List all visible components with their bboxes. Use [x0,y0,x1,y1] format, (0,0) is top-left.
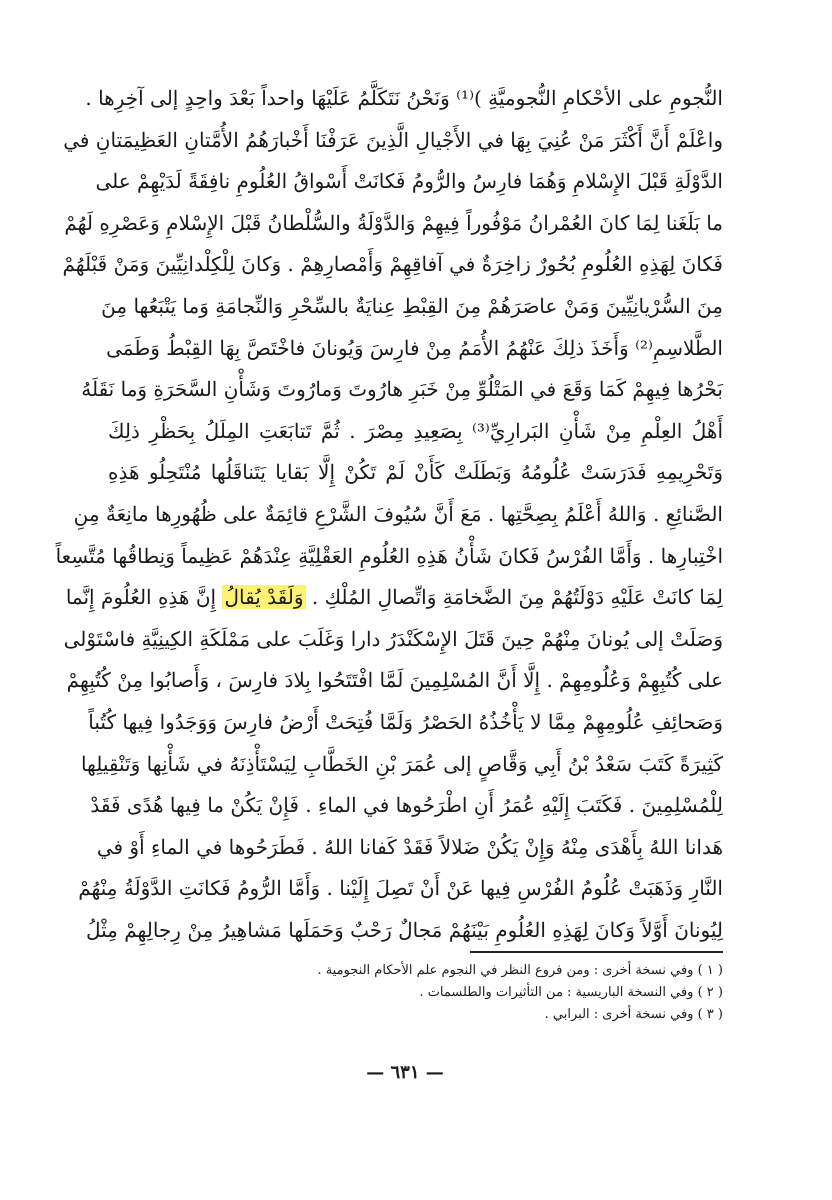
line-13-before: لِمَا كانَتْ عَلَيْهِ دَوْلَتُهُمْ مِنَ الضَّخامَةِ وَاتِّصالِ المُلْكِ . [311,585,723,610]
highlighted-phrase: وَلَقَدْ يُقالُ [224,585,304,610]
text-line-13-highlighted [65,577,723,619]
text-line-2: واعْلَمْ أَنَّ أَكْثَرَ مَنْ عُنِيَ بِهَا في الأَجْيالِ الَّذِينَ عَرَفْنَا أَخْبارَهُمُ الأُمَّتانِ العَظِيمَتانِ في [63,127,723,152]
text-line-7: الطَّلاسِمِ⁽²⁾ وَأَخَذَ ذلِكَ عَنْهُمُ الأُمَمُ مِنْ فارِسَ وَيُونانَ فاخْتَصَّ بِهَا القِبْطُ وَطَمَى [106,335,723,360]
text-line-11: الصَّنائِعِ . وَاللهُ أَعْلَمُ بِصِحَّتِها . مَعَ أَنَّ سُيُوفَ الشَّرْعِ قائِمَةٌ على ظُهُورِها مانِعَةٌ مِنِ [73,501,723,526]
text-line-16: وَصَحائِفِ عُلُومِهِمْ مِمَّا لا يَأْخُذُهُ الحَصْرُ وَلَمَّا فُتِحَتْ أَرْضُ فارِسَ وَوَجَدُوا فِيها كُتُباً [88,709,723,734]
line-13-after: إِنَّ هَذِهِ العُلُومَ إِنَّما [65,585,217,610]
text-line-20: النَّارِ وَذَهَبَتْ عُلُومُ الفُرْسِ فِيها عَنْ أَنْ تَصِلَ إِلَيْنا . وَأَمَّا الرُّومُ فَكانَتِ الدَّوْلَةُ مِنْهُمْ [78,876,723,901]
footnote-2: ( ٢ ) وفي النسخة الباريسية : من التأثيرات والطلسمات . [419,985,723,1000]
page-number: — ٦٣١ — [366,1062,444,1083]
main-text-block [55,78,724,951]
footnotes-block [250,960,723,1026]
text-line-1: النُّجومِ على الأحْكامِ النُّجوميَّةِ )⁽¹⁾ وَنَحْنُ نَتَكَلَّمُ عَلَيْهَا واحداً بَعْدَ واحِدٍ إلى آخِرِها . [85,86,723,110]
footnote-3: ( ٣ ) وفي نسخة أخرى : البرابي . [544,1007,723,1022]
footnote-separator [470,951,723,953]
text-line-15: على كُتُبِهِمْ وَعُلُومِهِمْ . إِلَّا أَنَّ المُسْلِمِينَ لَمَّا افْتَتَحُوا بِلادَ فارِسَ ، وَأَصابُوا مِنْ كُتُبِهِمْ [66,668,723,693]
text-line-18: لِلْمُسْلِمِينَ . فَكَتَبَ إِلَيْهِ عُمَرُ أَنِ اطْرَحُوها في الماءِ . فَإِنْ يَكُنْ ما فِيها هُدًى فَقَدْ [90,793,723,818]
text-line-4: ما بَلَغَنا لِمَا كانَ العُمْرانُ مَوْفُوراً فِيهِمْ وَالدَّوْلَةُ والسُّلْطانُ قَبْلَ الإِسْلامِ وَعَصْرِهِ لَهُمْ [64,210,723,235]
text-line-19: هَدانا اللهُ بِأَهْدَى مِنْهُ وَإِنْ يَكُنْ ضَلالاً فَقَدْ كَفانا اللهُ . فَطَرَحُوها في الماءِ أَوْ في [96,834,723,859]
text-line-21: لِيُونانَ أَوَّلاً وَكانَ لِهَذِهِ العُلُومِ بَيْنَهُمْ مَجالٌ رَحْبٌ وَحَمَلَها مَشاهِيرُ مِنْ رِجالِهِمْ مِثْلُ [85,917,723,942]
text-line-6: مِنَ السُّرْيانِيِّينَ وَمَنْ عاصَرَهُمْ مِنَ القِبْطِ عِنايَةٌ بالسِّحْرِ وَالنِّجامَةِ وَما يَتْبَعُها مِنَ [101,293,723,318]
text-line-3: الدَّوْلَةِ قَبْلَ الإِسْلامِ وَهُمَا فارِسُ والرُّومُ فَكانَتْ أَسْواقُ العُلُومِ نافِقَةً لَدَيْهِمْ على [95,169,723,194]
text-line-5: فَكانَ لِهَذِهِ العُلُومِ بُحُورٌ زاخِرَةٌ في آفاقِهِمْ وَأَمْصارِهِمْ . وَكانَ لِلْكِلْدانِيِّينَ وَمَنْ قَبْلَهُمْ [62,252,723,277]
text-line-8: بَحْرُها فِيهِمْ كَمَا وَقَعَ في المَتْلُوِّ مِنْ خَبَرِ هارُوتَ وَمارُوتَ وَشَأْنِ السَّحَرَةِ وَما نَقَلَهُ [81,377,723,402]
text-line-10: وَتَحْرِيمِهِ فَدَرَسَتْ عُلُومُهُ وَبَطَلَتْ كَأَنْ لَمْ تَكُنْ إِلَّا بَقايا يَتَناقَلُها مُنْتَحِلُو هَذِهِ [108,460,723,485]
text-line-17: كَثِيرَةً كَتَبَ سَعْدُ بْنُ أَبِي وَقَّاصٍ إلى عُمَرَ بْنِ الخَطَّابِ لِيَسْتَأْذِنَهُ في شَأْنِها وَتَنْقِيلِها [80,751,723,776]
text-line-14: وَصَلَتْ إلى يُونانَ مِنْهُمْ حِينَ قَتَلَ الإِسْكَنْدَرُ دارا وَغَلَبَ على مَمْلَكَةِ الكِينِيَّةِ فاسْتَوْلى [63,626,723,651]
text-line-12: اخْتِبارِها . وَأَمَّا الفُرْسُ فَكانَ شَأْنُ هَذِهِ العُلُومِ العَقْلِيَّةِ عِنْدَهُمْ عَظِيماً وَنِطاقُها مُتَّسِعاً [55,543,723,568]
footnote-1: ( ١ ) وفي نسخة أخرى : ومن فروع النظر في النجوم علم الأحكام النجومية . [317,963,723,978]
text-line-9: أَهْلُ العِلْمِ مِنْ شَأْنِ البَرارِيِّ⁽³⁾ بِصَعِيدِ مِصْرَ . ثُمَّ تَتابَعَتِ المِلَلُ بِحَظْرِ ذلِكَ [108,418,724,443]
